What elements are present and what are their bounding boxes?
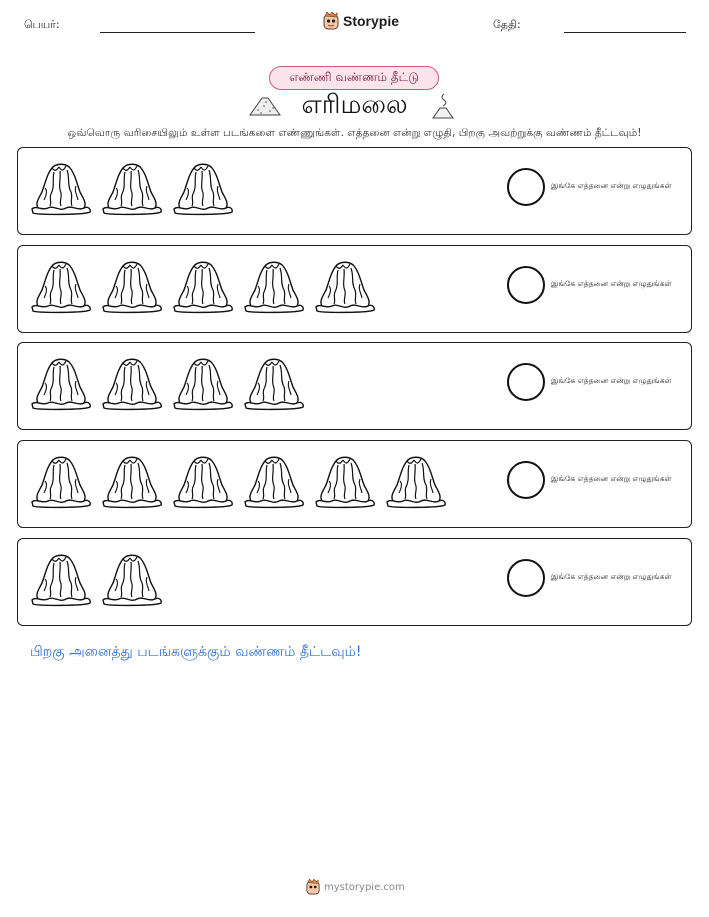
volcano-icon xyxy=(172,353,234,411)
volcano-icon xyxy=(314,256,376,314)
volcano-icon xyxy=(314,451,376,509)
closing-instruction: பிறகு அனைத்து படங்களுக்கும் வண்ணம் தீட்டவும்! xyxy=(30,644,362,660)
storypie-logo-icon xyxy=(323,12,339,30)
answer-label: இங்கே எத்தனை என்று எழுதுங்கள் xyxy=(551,474,672,483)
volcano-icon xyxy=(243,256,305,314)
answer-circle[interactable] xyxy=(507,461,545,499)
name-label: பெயர்: xyxy=(24,18,60,31)
answer-circle[interactable] xyxy=(507,363,545,401)
volcano-icon xyxy=(172,451,234,509)
smoking-volcano-icon xyxy=(430,92,456,120)
volcano-icon xyxy=(243,451,305,509)
count-row-2 xyxy=(17,245,692,333)
volcano-icon xyxy=(101,158,163,216)
volcano-icon xyxy=(30,353,92,411)
volcano-icon xyxy=(30,451,92,509)
worksheet-badge: எண்ணி வண்ணம் தீட்டு xyxy=(269,66,439,90)
site-footer xyxy=(306,879,405,895)
volcano-icon xyxy=(101,256,163,314)
volcano-icon xyxy=(385,451,447,509)
count-row-3 xyxy=(17,342,692,430)
answer-label: இங்கே எத்தனை என்று எழுதுங்கள் xyxy=(551,279,672,288)
volcano-icon xyxy=(172,256,234,314)
brand-name: Storypie xyxy=(343,13,400,29)
storypie-logo-icon xyxy=(306,879,320,895)
answer-circle[interactable] xyxy=(507,559,545,597)
volcano-icon xyxy=(172,158,234,216)
date-line[interactable] xyxy=(564,32,686,33)
volcano-icon xyxy=(243,353,305,411)
volcano-icon xyxy=(101,353,163,411)
answer-circle[interactable] xyxy=(507,266,545,304)
volcano-icon xyxy=(30,549,92,607)
answer-label: இங்கே எத்தனை என்று எழுதுங்கள் xyxy=(551,181,672,190)
volcano-icon xyxy=(30,158,92,216)
instructions: ஒவ்வொரு வரிசையிலும் உள்ள படங்களை எண்ணுங்கள். எத்தனை என்று எழுதி, பிறகு அவற்றுக்கு வண்ணம் தீட்டவும்! xyxy=(67,127,642,139)
page-title: எரிமலை xyxy=(301,90,408,120)
site-url: mystorypie.com xyxy=(324,881,405,893)
name-line[interactable] xyxy=(100,32,255,33)
answer-label: இங்கே எத்தனை என்று எழுதுங்கள் xyxy=(551,572,672,581)
count-row-5 xyxy=(17,538,692,626)
answer-label: இங்கே எத்தனை என்று எழுதுங்கள் xyxy=(551,376,672,385)
brand-logo xyxy=(323,12,399,30)
volcano-icon xyxy=(30,256,92,314)
answer-circle[interactable] xyxy=(507,168,545,206)
volcano-icon xyxy=(101,451,163,509)
volcano-icon xyxy=(101,549,163,607)
date-label: தேதி: xyxy=(493,18,521,31)
count-row-1 xyxy=(17,147,692,235)
count-row-4 xyxy=(17,440,692,528)
